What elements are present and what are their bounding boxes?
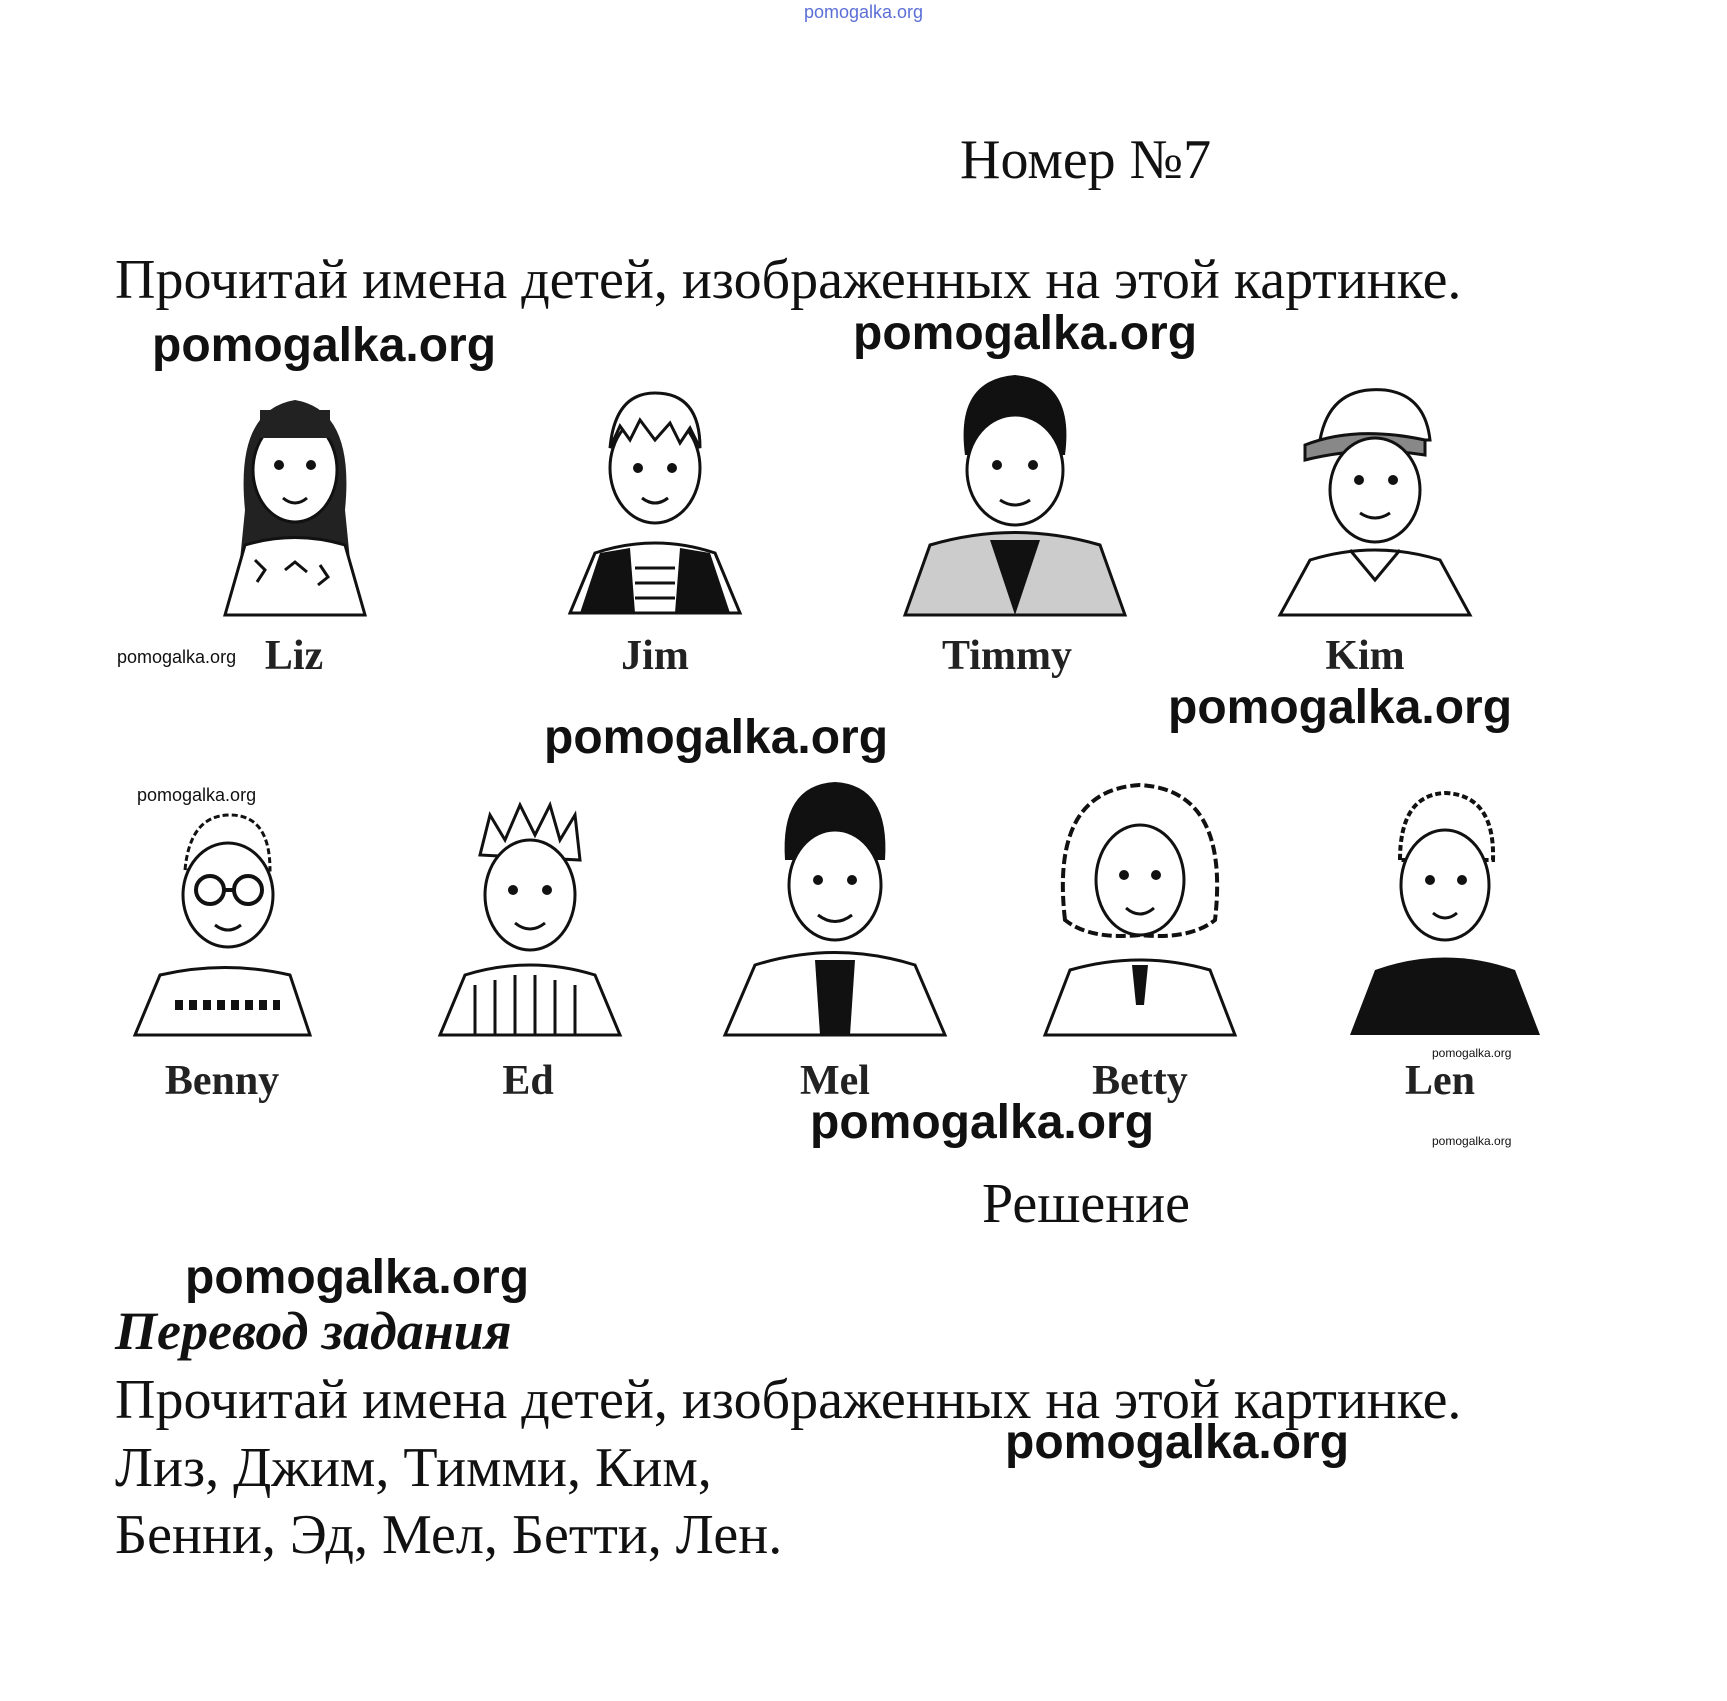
watermark: pomogalka.org: [152, 319, 497, 372]
boy-jacket-portrait-icon: [720, 770, 950, 1040]
boy-cap-portrait-icon: [1275, 365, 1475, 620]
watermark: pomogalka.org: [1432, 1046, 1512, 1060]
child-name: Jim: [621, 633, 689, 679]
solution-heading: Решение: [982, 1173, 1191, 1235]
child-name: Kim: [1325, 633, 1405, 679]
translation-heading: Перевод задания: [115, 1301, 512, 1361]
boy-turtleneck-portrait-icon: [1345, 775, 1545, 1040]
child-name: Betty: [1092, 1058, 1188, 1104]
girl-long-hair-portrait-icon: [205, 370, 385, 620]
watermark: pomogalka.org: [810, 1096, 1155, 1149]
boy-vest-portrait-icon: [560, 368, 750, 618]
boy-curly-jacket-portrait-icon: [895, 360, 1135, 620]
top-watermark: pomogalka.org: [803, 2, 924, 22]
boy-sweater-portrait-icon: [435, 785, 625, 1040]
child-name: Mel: [800, 1058, 870, 1104]
watermark: pomogalka.org: [117, 647, 237, 667]
watermark: pomogalka.org: [1168, 681, 1513, 734]
watermark: pomogalka.org: [1432, 1134, 1512, 1148]
child-name: Liz: [264, 633, 324, 679]
boy-glasses-portrait-icon: [130, 790, 320, 1040]
page-title: Номер №7: [960, 129, 1212, 191]
translation-line: Лиз, Джим, Тимми, Ким,: [115, 1437, 712, 1499]
watermark: pomogalka.org: [1005, 1416, 1350, 1469]
child-name: Timmy: [942, 633, 1072, 679]
child-name: Benny: [164, 1058, 280, 1104]
watermark: pomogalka.org: [853, 307, 1198, 360]
watermark: pomogalka.org: [137, 785, 257, 805]
translation-line: Бенни, Эд, Мел, Бетти, Лен.: [115, 1504, 783, 1566]
watermark: pomogalka.org: [544, 711, 889, 764]
task-text: Прочитай имена детей, изображенных на этой картинке.: [115, 249, 1462, 311]
watermark: pomogalka.org: [185, 1251, 530, 1304]
translation-line: Прочитай имена детей, изображенных на этой картинке.: [115, 1369, 1462, 1431]
child-name: Ed: [502, 1058, 554, 1104]
child-name: Len: [1404, 1058, 1475, 1104]
girl-curly-portrait-icon: [1040, 770, 1240, 1040]
